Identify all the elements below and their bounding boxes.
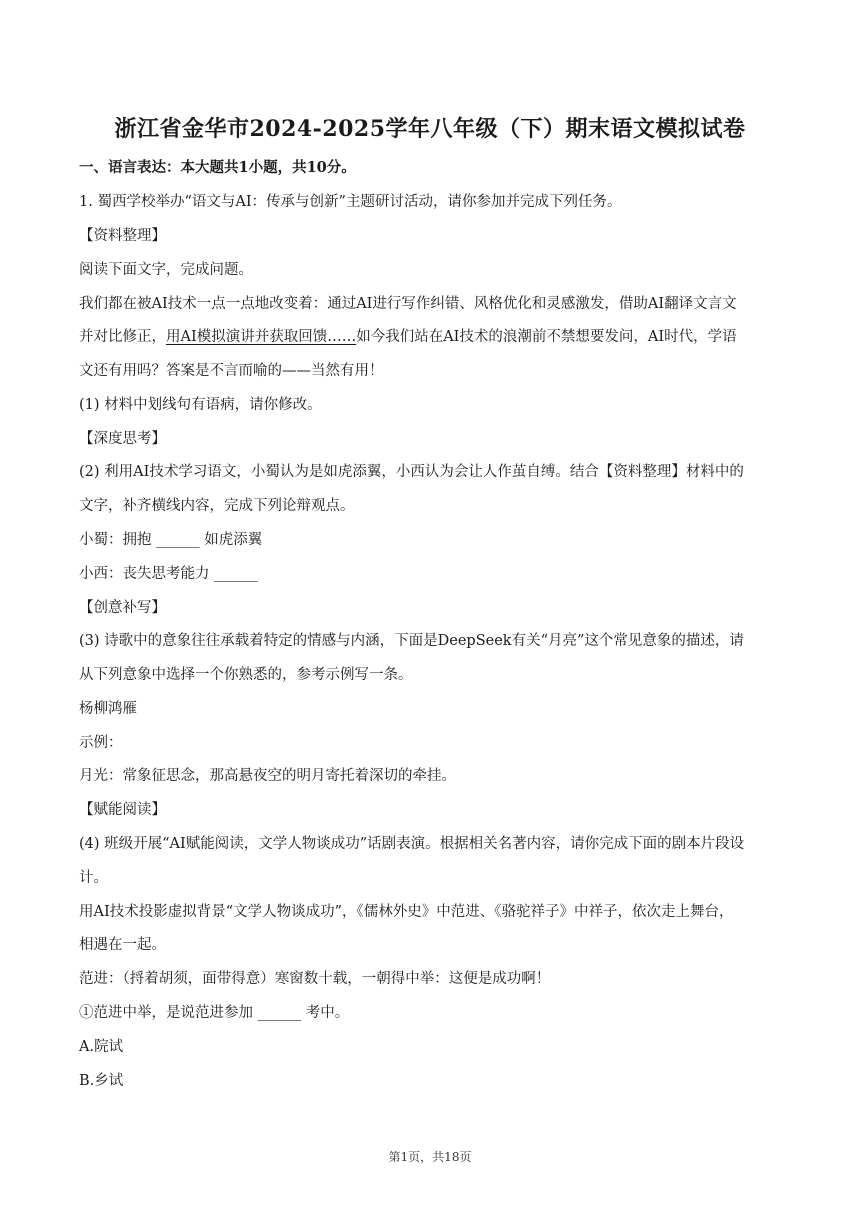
sub-question-1: ①范进中举，是说范进参加 ______ 考中。 [79,1005,350,1021]
example-label: 示例： [79,735,123,751]
reading-instruction: 阅读下面文字，完成问题。 [79,262,253,278]
page-number: 第1页，共18页 [388,1150,472,1164]
question-1-4-line-2: 计。 [79,870,108,886]
imagery-options: 杨柳鸿雁 [79,701,137,717]
xiaoshu-viewpoint: 小蜀：拥抱 ______ 如虎添翼 [79,532,263,548]
tag-shendu: 【深度思考】 [79,431,166,447]
scene-line-2: 相遇在一起。 [79,937,166,953]
page-title: 浙江省金华市2024-2025学年八年级（下）期末语文模拟试卷 [114,116,746,142]
question-1-3-line-2: 从下列意象中选择一个你熟悉的，参考示例写一条。 [79,667,413,683]
passage-line-1: 我们都在被AI技术一点一点地改变着：通过AI进行写作纠错、风格优化和灵感激发，借助AI翻译文言文 [79,296,737,312]
option-a: A.院试 [79,1039,124,1055]
passage-line-2 [79,327,789,347]
question-1-2-line-2: 文字，补齐横线内容，完成下列论辩观点。 [79,498,355,514]
passage-text: 如今我们站在AI技术的浪潮前不禁想要发问，AI时代，学语 [356,329,737,345]
question-1-1: (1) 材料中划线句有语病，请你修改。 [79,397,322,413]
tag-ziliao: 【资料整理】 [79,228,166,244]
underlined-sentence: 用AI模拟演讲并获取回馈…… [166,329,357,345]
tag-funeng: 【赋能阅读】 [79,802,166,818]
fanjin-dialogue: 范进：（捋着胡须，面带得意）寒窗数十载，一朝得中举：这便是成功啊！ [79,971,551,987]
section-heading: 一、语言表达：本大题共1小题，共10分。 [79,159,356,176]
passage-text: 并对比修正， [79,329,166,345]
example-text: 月光：常象征思念，那高悬夜空的明月寄托着深切的牵挂。 [79,768,456,784]
question-1-intro: 1. 蜀西学校举办“语文与AI：传承与创新”主题研讨活动，请你参加并完成下列任务。 [79,194,622,210]
question-1-3-line-1: (3) 诗歌中的意象往往承载着特定的情感与内涵，下面是DeepSeek有关“月亮”这个常见意象的描述，请 [79,633,744,649]
question-1-2-line-1: (2) 利用AI技术学习语文，小蜀认为是如虎添翼，小西认为会让人作茧自缚。结合【资料整理】材料中的 [79,464,744,480]
option-b: B.乡试 [79,1073,124,1089]
scene-line-1: 用AI技术投影虚拟背景“文学人物谈成功”，《儒林外史》中范进、《骆驼祥子》中祥子，依次走上舞台， [79,904,734,920]
tag-chuangyi: 【创意补写】 [79,600,166,616]
xiaoxi-viewpoint: 小西：丧失思考能力 ______ [79,566,258,582]
question-1-4-line-1: (4) 班级开展“AI赋能阅读，文学人物谈成功”话剧表演。根据相关名著内容，请你完成下面的剧本片段设 [79,836,745,852]
passage-line-3: 文还有用吗？答案是不言而喻的——当然有用！ [79,363,384,379]
